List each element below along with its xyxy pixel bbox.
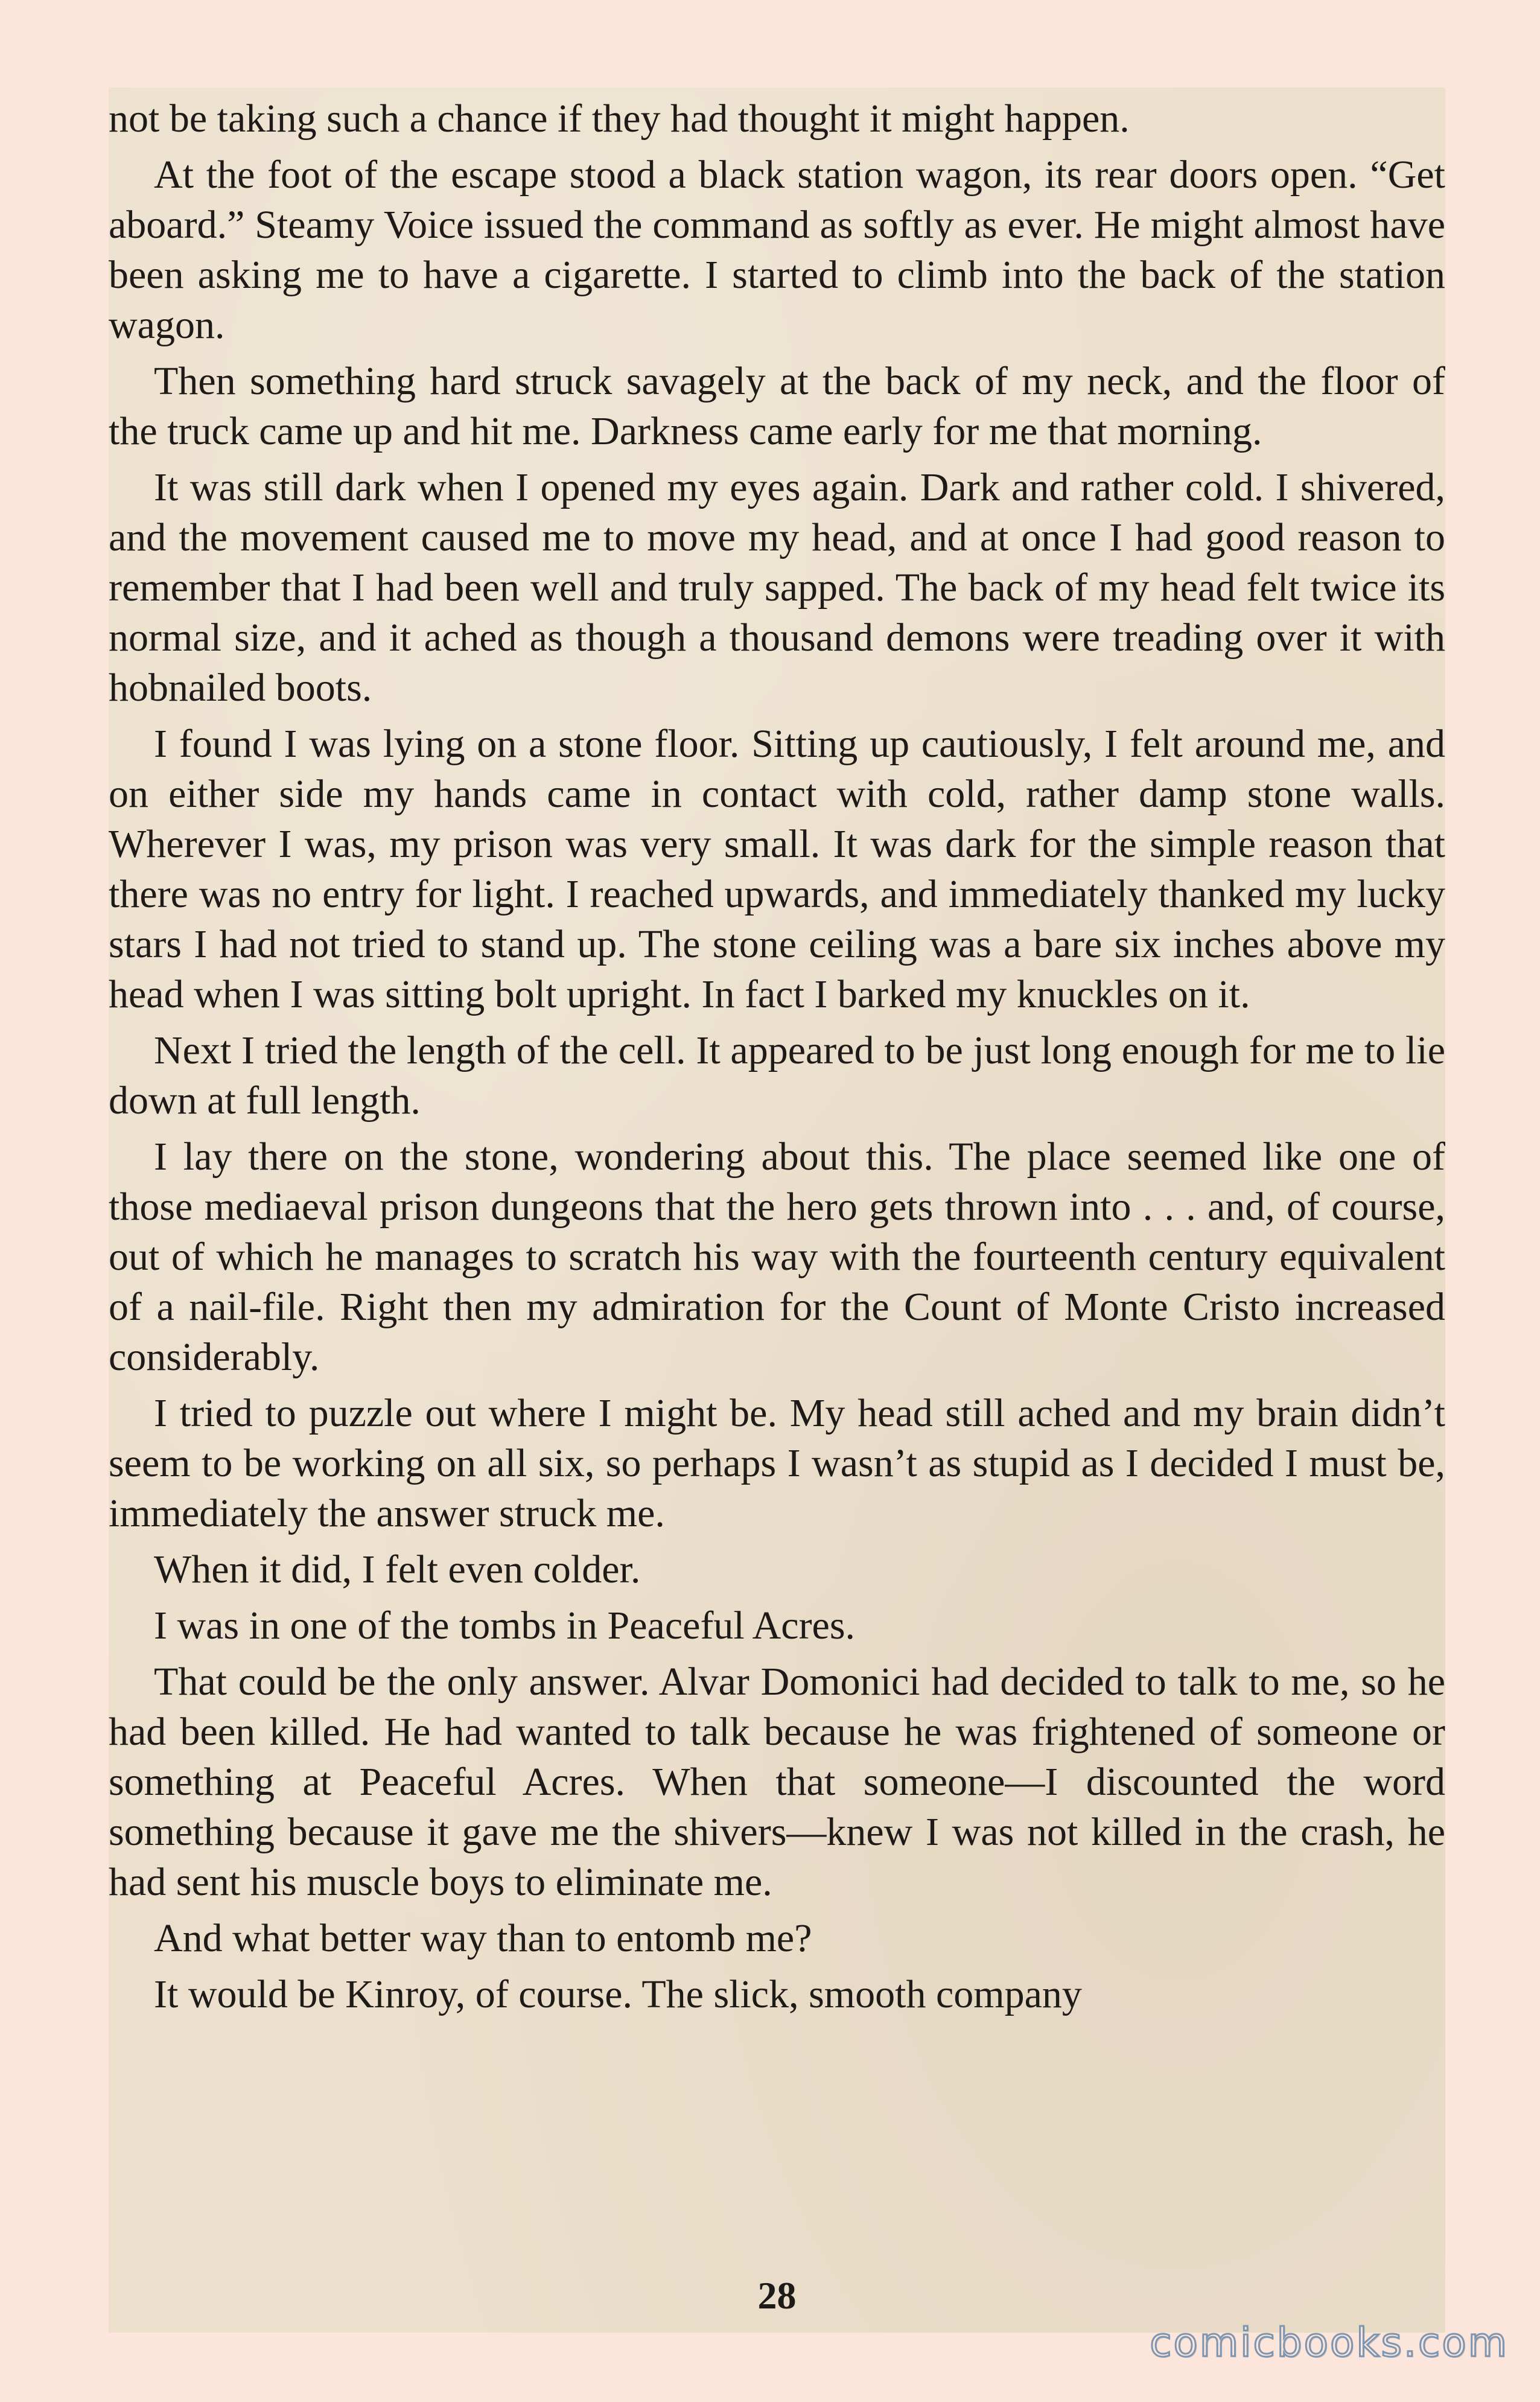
page-body-text	[109, 94, 1445, 2025]
paragraph-13: It would be Kinroy, of course. The slick, smooth company	[154, 1972, 1082, 2016]
paragraph-1-text: not be taking such a chance if they had thought it might happen.	[109, 97, 1130, 141]
watermark: comicbooks.com	[1150, 2319, 1509, 2366]
paragraph-6: Next I tried the length of the cell. It appeared to be just long enough for me to lie down at full length.	[109, 1028, 1445, 1123]
paragraph-12: And what better way than to entomb me?	[154, 1916, 812, 1960]
paragraph-3: Then something hard struck savagely at the back of my neck, and the floor of the truck came up and hit me. Darkness came early for me that morning.	[109, 359, 1445, 453]
page-number: 28	[757, 2274, 797, 2317]
paragraph-11: That could be the only answer. Alvar Domonici had decided to talk to me, so he had been killed. He had wanted to talk because he was frightened of someone or something at Peaceful Acres. When that someone—I discounted the word something because it gave me the shivers—knew I was not killed in the crash, he had sent his muscle boys to eliminate me.	[109, 1660, 1445, 1904]
paragraph-2: At the foot of the escape stood a black station wagon, its rear doors open. “Get aboard.” Steamy Voice issued the command as softly as ever. He might almost have been asking me to have a cigarette. I started to climb into the back of the station wagon.	[109, 153, 1445, 347]
paragraph-1	[109, 94, 1445, 144]
paragraph-9: When it did, I felt even colder.	[154, 1547, 641, 1591]
paragraph-10: I was in one of the tombs in Peaceful Acres.	[154, 1604, 856, 1648]
paragraph-8: I tried to puzzle out where I might be. My head still ached and my brain didn’t seem to be working on all six, so perhaps I wasn’t as stupid as I decided I must be, immediately the answer struck me.	[109, 1391, 1445, 1535]
book-page	[109, 88, 1445, 2333]
paragraph-7: I lay there on the stone, wondering about this. The place seemed like one of those mediaeval prison dungeons that the hero gets thrown into . . . and, of course, out of which he manages to scratch his way with the fourteenth century equivalent of a nail-file. Right then my admiration for the Count of Monte Cristo increased considerably.	[109, 1135, 1445, 1379]
paragraph-5: I found I was lying on a stone floor. Sitting up cautiously, I felt around me, and on either side my hands came in contact with cold, rather damp stone walls. Wherever I was, my prison was very small. It was dark for the simple reason that there was no entry for light. I reached upwards, and immediately thanked my lucky stars I had not tried to stand up. The stone ceiling was a bare six inches above my head when I was sitting bolt upright. In fact I barked my knuckles on it.	[109, 722, 1445, 1016]
paragraph-4: It was still dark when I opened my eyes again. Dark and rather cold. I shivered, and the movement caused me to move my head, and at once I had good reason to remember that I had been well and truly sapped. The back of my head felt twice its normal size, and it ached as though a thousand demons were treading over it with hobnailed boots.	[109, 465, 1445, 710]
